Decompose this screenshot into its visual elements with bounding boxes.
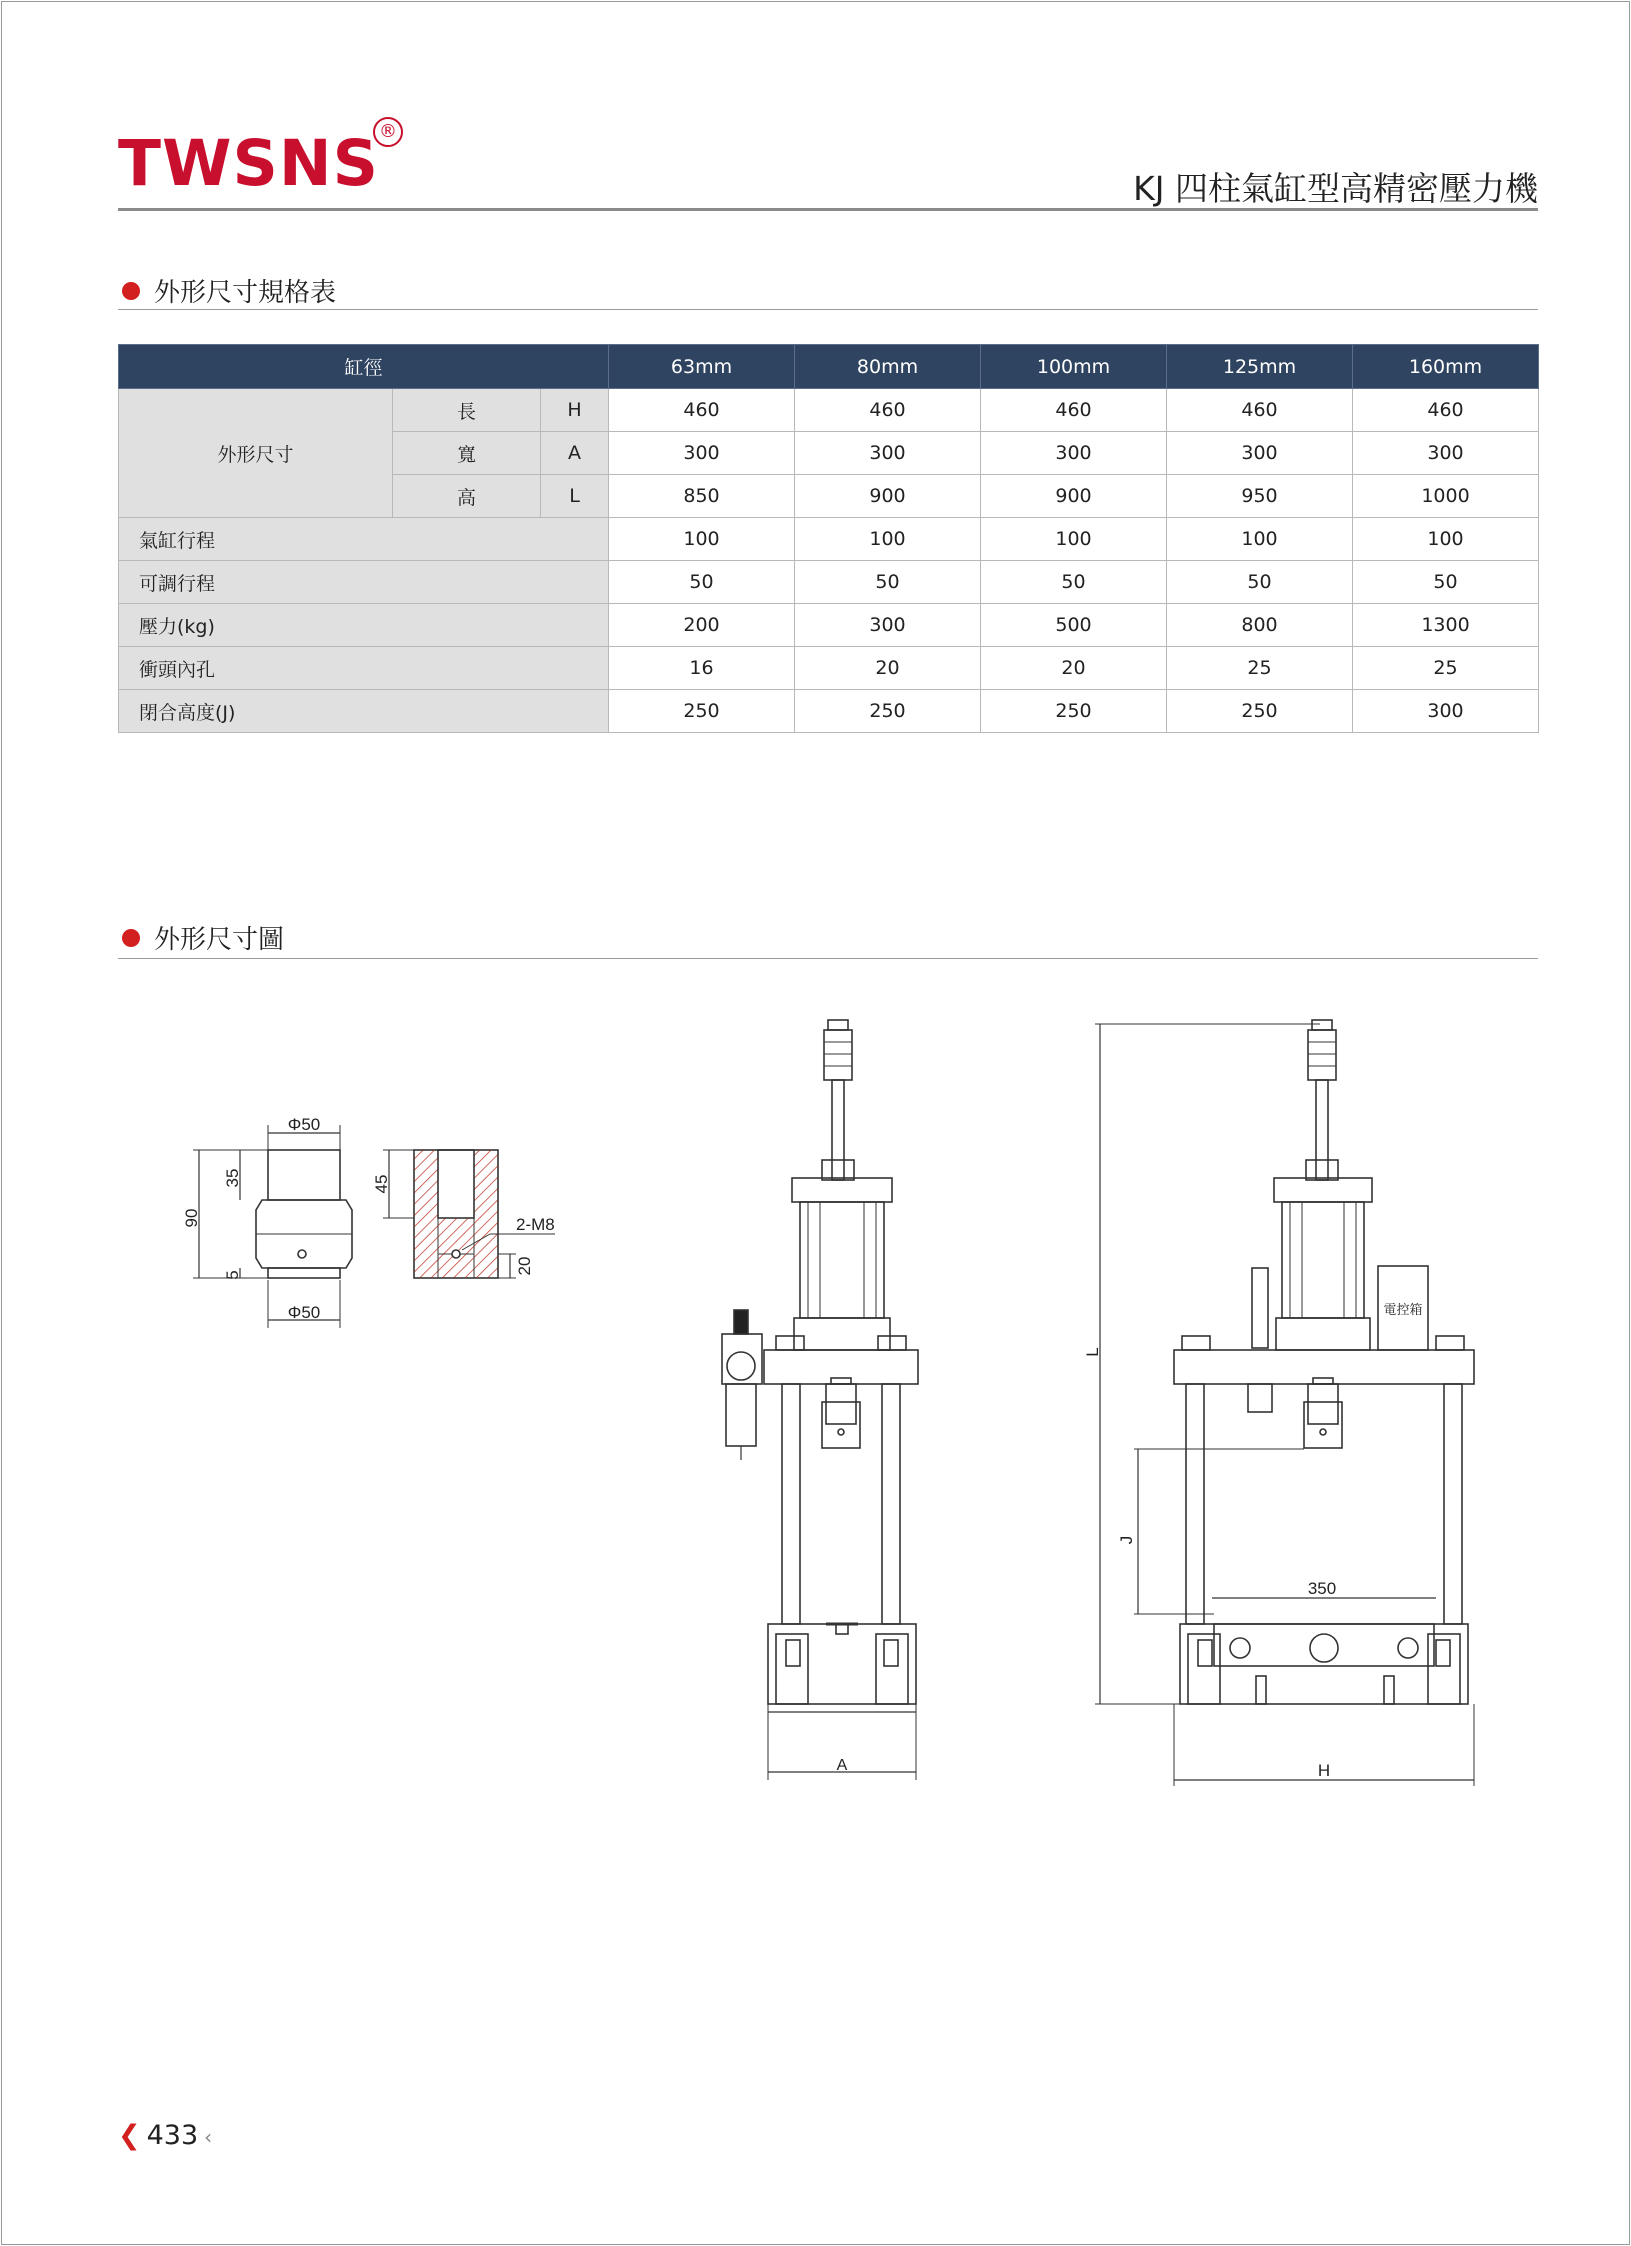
- dim-l: L: [1083, 1347, 1102, 1357]
- dim-350: 350: [1307, 1579, 1337, 1598]
- section-heading-drawing: 外形尺寸圖: [122, 919, 284, 956]
- table-cell: 1000: [1353, 475, 1539, 518]
- table-cell: 900: [981, 475, 1167, 518]
- table-cell: 250: [1167, 690, 1353, 733]
- chevron-left-icon: ❮: [118, 2120, 141, 2151]
- table-cell: 460: [1353, 389, 1539, 432]
- dim-name: 寬: [393, 432, 541, 475]
- dim-90: 90: [182, 1208, 201, 1228]
- table-cell: 850: [609, 475, 795, 518]
- brand-logo: TWSNS: [118, 127, 379, 200]
- header-label: 缸徑: [119, 345, 609, 389]
- chevron-left-small-icon: ‹: [204, 2125, 213, 2149]
- row-label: 可調行程: [119, 561, 609, 604]
- registered-mark: ®: [373, 117, 403, 147]
- dim-code: A: [541, 432, 609, 475]
- table-cell: 100: [609, 518, 795, 561]
- dim-5: 5: [223, 1270, 242, 1280]
- table-cell: 1300: [1353, 604, 1539, 647]
- table-cell: 300: [795, 432, 981, 475]
- table-cell: 300: [609, 432, 795, 475]
- dim-a: A: [836, 1757, 848, 1774]
- dim-code: H: [541, 389, 609, 432]
- thread-label: 2-M8: [516, 1215, 555, 1234]
- table-cell: 460: [1167, 389, 1353, 432]
- section-heading-spec: 外形尺寸規格表: [122, 272, 336, 309]
- table-cell: 300: [1353, 432, 1539, 475]
- table-cell: 460: [795, 389, 981, 432]
- table-cell: 250: [795, 690, 981, 733]
- table-cell: 800: [1167, 604, 1353, 647]
- column-header: 100mm: [981, 345, 1167, 389]
- table-cell: 50: [609, 561, 795, 604]
- row-label: 閉合高度(J): [119, 690, 609, 733]
- dim-dia-bottom: Φ50: [287, 1303, 321, 1322]
- punch-adapter-view: [193, 1125, 352, 1328]
- dim-20: 20: [515, 1256, 534, 1276]
- dim-code: L: [541, 475, 609, 518]
- document-title: KJ 四柱氣缸型高精密壓力機: [1133, 169, 1538, 208]
- table-cell: 20: [795, 647, 981, 690]
- table-cell: 50: [795, 561, 981, 604]
- table-cell: 25: [1167, 647, 1353, 690]
- table-cell: 25: [1353, 647, 1539, 690]
- table-cell: 300: [795, 604, 981, 647]
- table-cell: 300: [1167, 432, 1353, 475]
- table-cell: 100: [1353, 518, 1539, 561]
- dim-name: 長: [393, 389, 541, 432]
- table-cell: 50: [1353, 561, 1539, 604]
- column-header: 63mm: [609, 345, 795, 389]
- table-cell: 100: [1167, 518, 1353, 561]
- press-side-view: [722, 1020, 918, 1780]
- table-cell: 460: [981, 389, 1167, 432]
- column-header: 80mm: [795, 345, 981, 389]
- table-cell: 250: [609, 690, 795, 733]
- column-header: 125mm: [1167, 345, 1353, 389]
- dim-35: 35: [223, 1168, 242, 1188]
- table-cell: 100: [795, 518, 981, 561]
- row-label: 壓力(kg): [119, 604, 609, 647]
- table-cell: 100: [981, 518, 1167, 561]
- table-cell: 950: [1167, 475, 1353, 518]
- column-header: 160mm: [1353, 345, 1539, 389]
- dim-group-label: 外形尺寸: [119, 389, 393, 518]
- row-label: 氣缸行程: [119, 518, 609, 561]
- table-cell: 500: [981, 604, 1167, 647]
- dim-name: 高: [393, 475, 541, 518]
- control-box-label: 電控箱: [1383, 1302, 1423, 1317]
- dim-dia-top: Φ50: [287, 1115, 321, 1134]
- dim-j: J: [1117, 1535, 1136, 1545]
- dim-h: H: [1317, 1761, 1331, 1780]
- row-label: 衝頭內孔: [119, 647, 609, 690]
- table-cell: 300: [1353, 690, 1539, 733]
- table-cell: 300: [981, 432, 1167, 475]
- dim-45: 45: [372, 1174, 391, 1194]
- table-cell: 50: [981, 561, 1167, 604]
- page-number: ❮ 433 ‹: [118, 2120, 213, 2151]
- press-front-view: [1095, 1020, 1474, 1786]
- table-cell: 900: [795, 475, 981, 518]
- table-cell: 50: [1167, 561, 1353, 604]
- table-cell: 20: [981, 647, 1167, 690]
- table-cell: 16: [609, 647, 795, 690]
- table-cell: 200: [609, 604, 795, 647]
- table-cell: 250: [981, 690, 1167, 733]
- table-cell: 460: [609, 389, 795, 432]
